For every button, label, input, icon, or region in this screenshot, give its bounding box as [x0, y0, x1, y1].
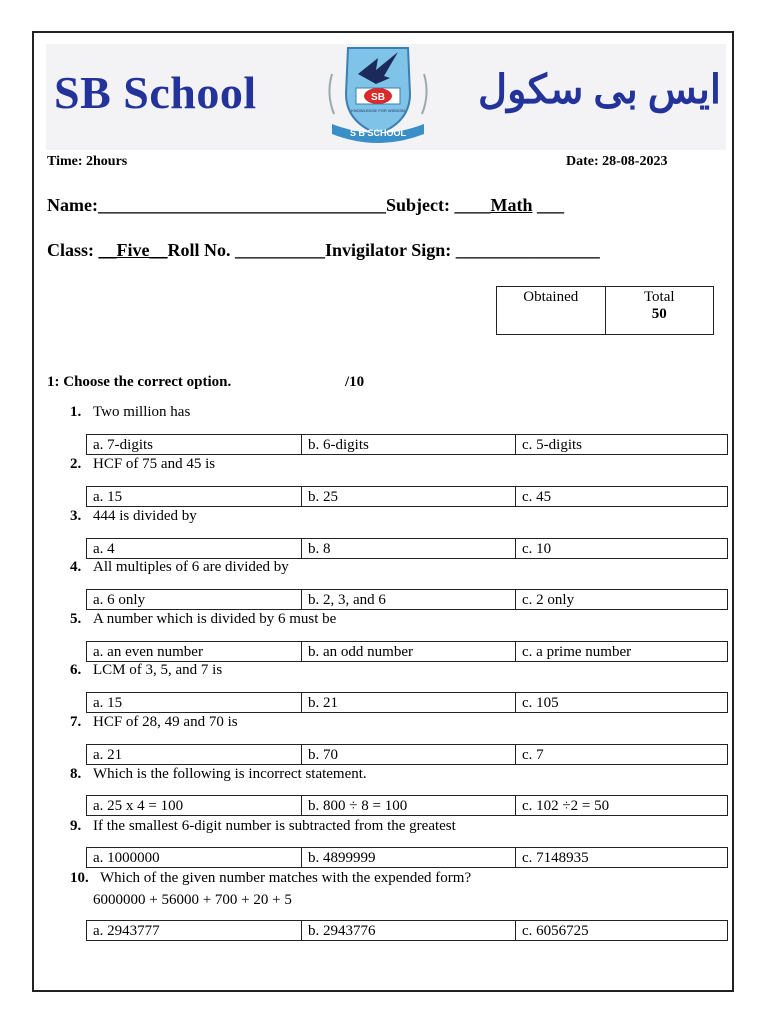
option-c[interactable]: c. a prime number: [515, 642, 727, 661]
exam-date: Date: 28-08-2023: [566, 154, 668, 169]
school-name-urdu: ایس بی سکول: [478, 67, 722, 112]
options-row: [86, 744, 728, 765]
option-c[interactable]: c. 6056725: [515, 921, 727, 940]
option-a[interactable]: a. 1000000: [93, 850, 160, 866]
logo-motto: KNOWLEDGE FOR WISDOM: [351, 108, 405, 113]
subject-blank-post: ___: [532, 195, 564, 215]
option-b[interactable]: b. 2943776: [301, 921, 515, 940]
option-b[interactable]: b. 2, 3, and 6: [301, 590, 515, 609]
question-text: A number which is divided by 6 must be: [93, 611, 337, 627]
exam-time: Time: 2hours: [47, 154, 128, 169]
school-logo: [318, 44, 438, 144]
name-label: Name:: [47, 195, 98, 215]
subject-label: Subject:: [385, 195, 450, 215]
laurel-left-icon: [329, 74, 334, 114]
option-a[interactable]: a. 21: [93, 747, 123, 763]
name-subject-row: [47, 195, 564, 216]
section-title: 1: Choose the correct option.: [47, 374, 232, 390]
options-row: [86, 486, 728, 507]
options-row: [86, 847, 728, 868]
question-9: [70, 818, 456, 835]
question-text: LCM of 3, 5, and 7 is: [93, 662, 223, 678]
option-a[interactable]: a. 2943777: [93, 923, 160, 939]
option-c[interactable]: c. 5-digits: [515, 435, 727, 454]
question-text: HCF of 75 and 45 is: [93, 456, 216, 472]
option-c[interactable]: c. 105: [515, 693, 727, 712]
question-text: Which of the given number matches with the expended form?: [100, 870, 472, 886]
question-text: Two million has: [93, 404, 191, 420]
option-c[interactable]: c. 7: [515, 745, 727, 764]
subject-value: Math: [490, 195, 533, 215]
section-marks: /10: [345, 374, 365, 390]
school-name-english: SB School: [54, 67, 257, 118]
question-6: [70, 662, 222, 679]
option-c[interactable]: c. 10: [515, 539, 727, 558]
question-2: [70, 456, 215, 473]
class-label: Class:: [47, 240, 99, 260]
total-cell: [605, 287, 714, 334]
option-b[interactable]: b. 70: [301, 745, 515, 764]
option-a[interactable]: a. 15: [93, 695, 123, 711]
option-a[interactable]: a. 4: [93, 541, 115, 557]
option-b[interactable]: b. an odd number: [301, 642, 515, 661]
question-3: [70, 508, 197, 525]
question-5: [70, 611, 336, 628]
option-a[interactable]: a. an even number: [93, 644, 203, 660]
options-row: [86, 920, 728, 941]
option-c[interactable]: c. 2 only: [515, 590, 727, 609]
invigilator-label: Invigilator Sign:: [325, 240, 456, 260]
option-c[interactable]: c. 7148935: [515, 848, 727, 867]
question-number: 6.: [70, 662, 82, 678]
question-1: [70, 404, 190, 421]
option-b[interactable]: b. 21: [301, 693, 515, 712]
option-b[interactable]: b. 6-digits: [301, 435, 515, 454]
question-number: 10.: [70, 870, 89, 886]
logo-ribbon-text: S B SCHOOL: [349, 128, 407, 138]
options-row: [86, 538, 728, 559]
options-row: [86, 692, 728, 713]
question-number: 1.: [70, 404, 82, 420]
roll-label: Roll No.: [167, 240, 236, 260]
name-blank: ________________________________: [97, 195, 386, 215]
class-roll-row: [47, 240, 600, 261]
options-row: [86, 434, 728, 455]
logo-badge-text: SB: [371, 92, 385, 103]
question-4: [70, 559, 289, 576]
option-a[interactable]: a. 25 x 4 = 100: [93, 798, 184, 814]
question-text: If the smallest 6-digit number is subtracted from the greatest: [93, 818, 456, 834]
options-row: [86, 589, 728, 610]
class-value: __Five__: [98, 240, 168, 260]
question-8: [70, 766, 367, 783]
question-number: 7.: [70, 714, 82, 730]
question-text: 444 is divided by: [93, 508, 197, 524]
total-value: 50: [651, 306, 667, 322]
roll-blank: __________: [235, 240, 326, 260]
option-a[interactable]: a. 15: [93, 489, 123, 505]
option-a[interactable]: a. 7-digits: [93, 437, 153, 453]
question-number: 8.: [70, 766, 82, 782]
option-b[interactable]: b. 8: [301, 539, 515, 558]
obtained-cell: [497, 287, 605, 334]
invigilator-blank: ________________: [455, 240, 600, 260]
option-c[interactable]: c. 45: [515, 487, 727, 506]
question-text: HCF of 28, 49 and 70 is: [93, 714, 238, 730]
obtained-label: Obtained: [523, 289, 579, 305]
score-table: [496, 286, 714, 335]
question-number: 9.: [70, 818, 82, 834]
options-row: [86, 641, 728, 662]
question-7: [70, 714, 238, 731]
option-a[interactable]: a. 6 only: [93, 592, 146, 608]
option-b[interactable]: b. 25: [301, 487, 515, 506]
question-expression: 6000000 + 56000 + 700 + 20 + 5: [93, 892, 292, 908]
total-label: Total: [643, 289, 675, 305]
question-10: [70, 870, 471, 887]
question-number: 4.: [70, 559, 82, 575]
option-b[interactable]: b. 800 ÷ 8 = 100: [301, 796, 515, 815]
subject-blank-pre: ____: [454, 195, 491, 215]
question-number: 2.: [70, 456, 82, 472]
question-text: Which is the following is incorrect statement.: [93, 766, 367, 782]
question-number: 5.: [70, 611, 82, 627]
question-text: All multiples of 6 are divided by: [93, 559, 289, 575]
option-b[interactable]: b. 4899999: [301, 848, 515, 867]
laurel-right-icon: [422, 74, 427, 114]
options-row: [86, 795, 728, 816]
question-number: 3.: [70, 508, 82, 524]
option-c[interactable]: c. 102 ÷2 = 50: [515, 796, 727, 815]
